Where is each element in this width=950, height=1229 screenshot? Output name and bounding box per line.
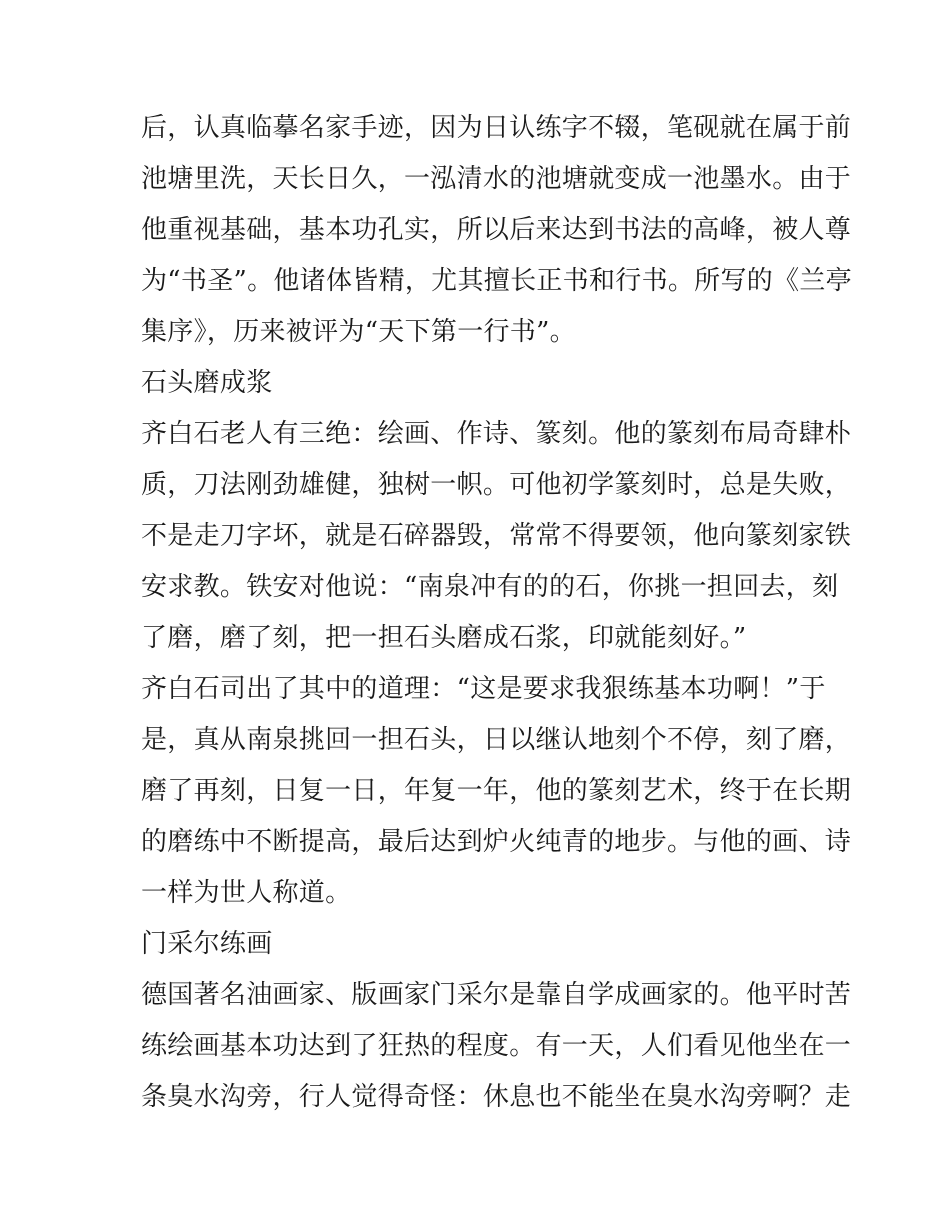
text-line: 一样为世人称道。	[141, 878, 352, 908]
text-line: 磨了再刻，日复一日，年复一年，他的篆刻艺术，终于在长期	[141, 776, 852, 806]
text-line: 齐白石司出了其中的道理：“这是要求我狠练基本功啊！”于	[141, 674, 826, 704]
text-line: 齐白石老人有三绝：绘画、作诗、篆刻。他的篆刻布局奇肆朴	[141, 419, 852, 449]
text-line: 的磨练中不断提高，最后达到炉火纯青的地步。与他的画、诗	[141, 827, 852, 857]
section-heading: 石头磨成浆	[141, 368, 273, 398]
document-body	[141, 103, 852, 1123]
text-line: 德国著名油画家、版画家门采尔是靠自学成画家的。他平时苦	[141, 980, 852, 1010]
text-line: 练绘画基本功达到了狂热的程度。有一天，人们看见他坐在一	[141, 1031, 852, 1061]
text-line: 条臭水沟旁，行人觉得奇怪：休息也不能坐在臭水沟旁啊？走	[141, 1082, 852, 1112]
section-heading: 门采尔练画	[141, 929, 273, 959]
text-line: 是，真从南泉挑回一担石头，日以继认地刻个不停，刻了磨，	[141, 725, 852, 755]
text-line: 后，认真临摹名家手迹，因为日认练字不辍，笔砚就在属于前	[141, 113, 852, 143]
text-line: 质，刀法刚劲雄健，独树一帜。可他初学篆刻时，总是失败，	[141, 470, 852, 500]
text-line: 了磨，磨了刻，把一担石头磨成石浆，印就能刻好。”	[141, 623, 747, 653]
text-line: 他重视基础，基本功孔实，所以后来达到书法的高峰，被人尊	[141, 215, 852, 245]
text-line: 不是走刀字坏，就是石碎器毁，常常不得要领，他向篆刻家铁	[141, 521, 852, 551]
text-line: 为“书圣”。他诸体皆精，尤其擅长正书和行书。所写的《兰亭	[141, 266, 852, 296]
text-line: 集序》，历来被评为“天下第一行书”。	[141, 317, 576, 347]
text-line: 安求教。铁安对他说：“南泉冲有的的石，你挑一担回去，刻	[141, 572, 839, 602]
text-line: 池塘里洗，天长日久，一泓清水的池塘就变成一池墨水。由于	[141, 164, 852, 194]
